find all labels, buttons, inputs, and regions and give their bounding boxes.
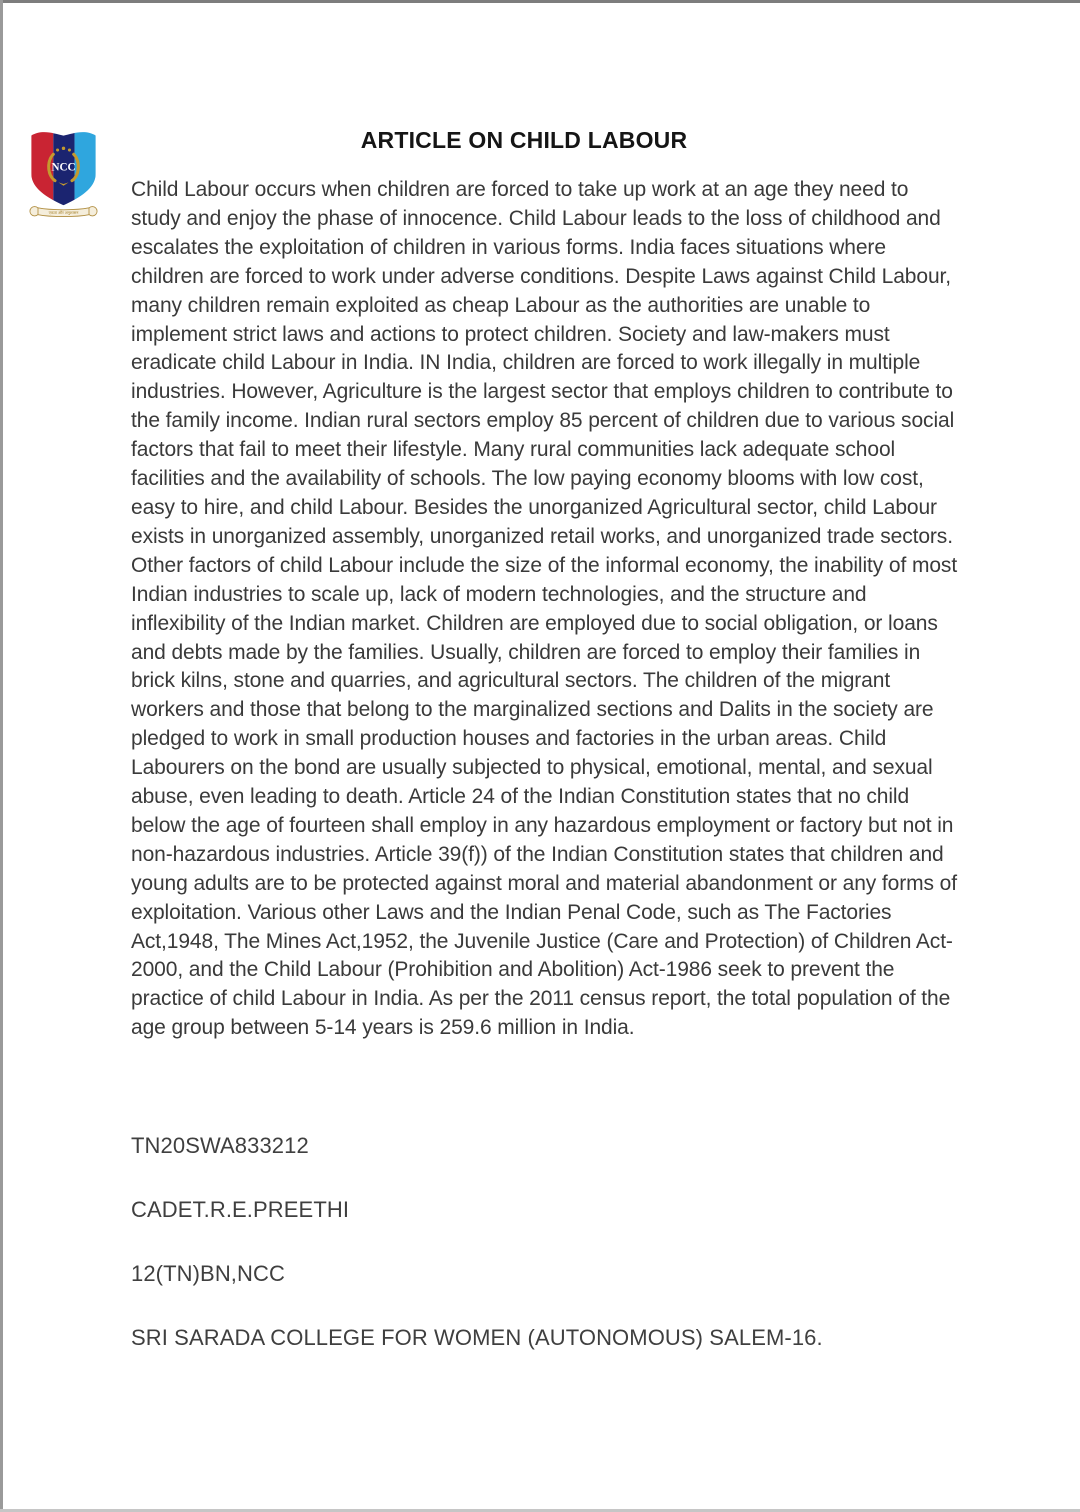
- ncc-monogram: NCC: [51, 161, 76, 174]
- signature-block: [131, 1133, 959, 1389]
- page-edge-left: [0, 0, 3, 1512]
- cadet-name: CADET.R.E.PREETHI: [131, 1197, 350, 1222]
- page-edge-top: [0, 0, 1080, 3]
- battalion-unit: 12(TN)BN,NCC: [131, 1261, 285, 1286]
- ncc-emblem-logo: [21, 126, 106, 220]
- cadet-regimental-number: TN20SWA833212: [131, 1133, 309, 1158]
- page-title: ARTICLE ON CHILD LABOUR: [360, 127, 688, 153]
- motto-text: एकता और अनुशासन: [48, 209, 79, 215]
- college-name: SRI SARADA COLLEGE FOR WOMEN (AUTONOMOUS) SALEM-16.: [131, 1325, 823, 1350]
- article-body-paragraph: Child Labour occurs when children are forced to take up work at an age they need to study and enjoy the phase of innocence. Child Labour leads to the loss of childhood and escalates the exploitation of children in various forms. India faces situations where children are forced to work under adverse conditions. Despite Laws against Child Labour, many children remain exploited as cheap Labour as the authorities are unable to implement strict laws and actions to protect children. Society and law-makers must eradicate child Labour in India. IN India, children are forced to work illegally in multiple industries. However, Agriculture is the largest sector that employs children to contribute to the family income. Indian rural sectors employ 85 percent of children due to various social factors that fail to meet their lifestyle. Many rural communities lack adequate school facilities and the availability of schools. The low paying economy blooms with low cost, easy to hire, and child Labour. Besides the unorganized Agricultural sector, child Labour exists in unorganized assembly, unorganized retail works, and unorganized trade sectors. Other factors of child Labour include the size of the informal economy, the inability of most Indian industries to scale up, lack of modern technologies, and the structure and inflexibility of the Indian market. Children are employed due to social obligation, or loans and debts made by the families. Usually, children are forced to employ their families in brick kilns, stone and quarries, and agricultural sectors. The children of the migrant workers and those that belong to the marginalized sections and Dalits in the society are pledged to work in small production houses and factories in the urban areas. Child Labourers on the bond are usually subjected to physical, emotional, mental, and sexual abuse, even leading to death. Article 24 of the Indian Constitution states that no child below the age of fourteen shall employ in any hazardous employment or factory but not in non-hazardous industries. Article 39(f)) of the Indian Constitution states that children and young adults are to be protected against moral and material abandonment or any forms of exploitation. Various other Laws and the Indian Penal Code, such as The Factories Act,1948, The Mines Act,1952, the Juvenile Justice (Care and Protection) of Children Act-2000, and the Child Labour (Prohibition and Abolition) Act-1986 seek to prevent the practice of child Labour in India. As per the 2011 census report, the total population of the age group between 5-14 years is 259.6 million in India.: [131, 178, 963, 1040]
- motto-scroll: [30, 207, 97, 217]
